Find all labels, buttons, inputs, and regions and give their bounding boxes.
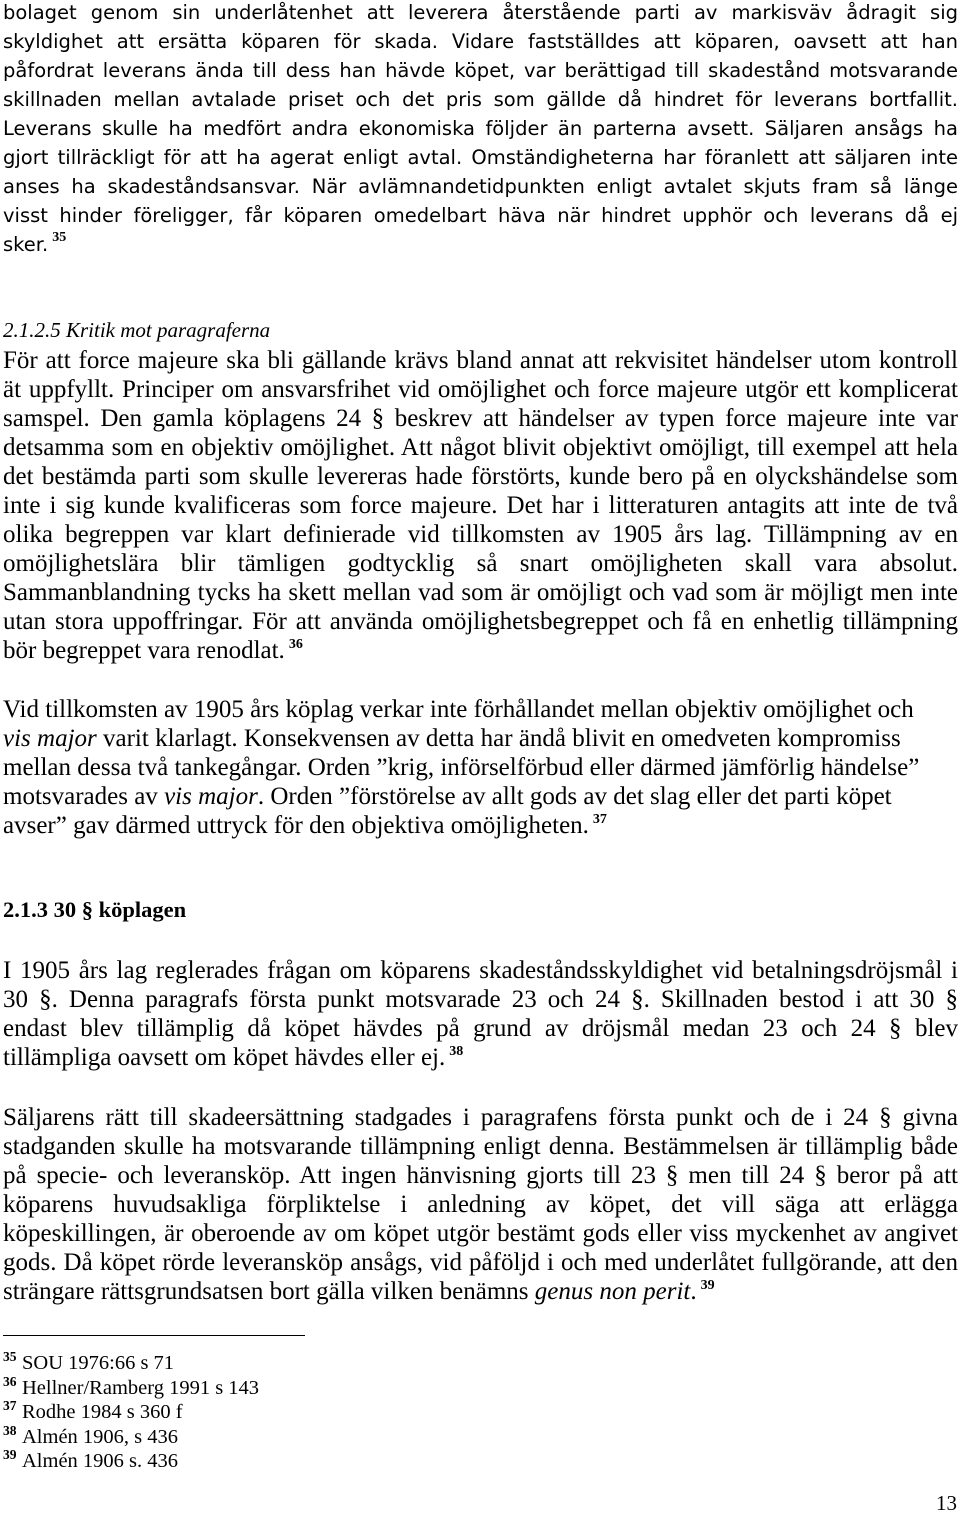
text-line: påfordrat leverans ända till dess han hävde köpet, var berättigad till skadestånd motsvarande <box>3 59 958 82</box>
text-line: Leverans skulle ha medfört andra ekonomiska följder än parterna avsett. Säljaren ansågs ha <box>3 117 958 140</box>
text-line: på specie- och leveransköp. Att ingen hänvisning gjorts till 23 § men till 24 § beror på att <box>3 1161 958 1189</box>
line-text: varit klarlagt. Konsekvensen av detta har ändå blivit en omedveten kompromiss <box>96 724 901 752</box>
footnote: 38 Almén 1906, s 436 <box>3 1422 179 1448</box>
text-line: detsamma som en objektiv omöjlighet. Att något blivit objektivt omöjligt, till exempel att hela <box>3 433 958 461</box>
text-line: köpeskillingen, är oberoende av om köpet utgör bestämt gods eller viss myckenhet av angivet <box>3 1219 958 1247</box>
text-line: skyldighet att ersätta köparen för skada. Vidare fastställdes att köparen, oavsett att han <box>3 30 958 53</box>
text-line <box>3 782 958 811</box>
text-line: samspel. Den gamla köplagens 24 § beskrev att händelser av typen force majeure inte var <box>3 404 958 432</box>
text-line: omöjlighetslära blir tämligen godtycklig så snart omöjligheten skall vara absolut. <box>3 549 958 577</box>
body-paragraph <box>3 346 958 665</box>
intro-paragraph <box>3 0 958 259</box>
text-line: ät uppfyllt. Principer om ansvarsfrihet vid omöjlighet och force majeure utgör ett komplicerat <box>3 375 958 403</box>
footnote-text: Almén 1906, s 436 <box>22 1425 179 1448</box>
text-line: mellan dessa två tankegångar. Orden ”krig, införselförbud eller därmed jämförlig händelse” <box>3 753 920 781</box>
text-line: stadganden skulle ha motsvarande tillämpning enligt denna. Bestämmelsen är tillämplig både <box>3 1132 958 1160</box>
italic-term: vis major <box>3 724 97 752</box>
footnote-ref: 38 <box>449 1043 464 1059</box>
text-line: bolaget genom sin underlåtenhet att leverera återstående parti av markisväv ådragit sig <box>3 1 958 24</box>
text-line: I 1905 års lag reglerades frågan om köparens skadeståndsskyldighet vid betalningsdröjsmål i <box>3 956 958 984</box>
footnote-ref: 35 <box>52 230 67 245</box>
footnote-separator <box>3 1335 305 1336</box>
line-text: tillämpliga oavsett om köpet hävdes eller ej. <box>3 1043 446 1071</box>
body-paragraph <box>3 956 958 1072</box>
text-line: köparens huvudsakliga förpliktelse i anledning av köpet, det vill säga att erlägga <box>3 1190 958 1218</box>
line-text: avser” gav därmed uttryck för den objektiva omöjligheten. <box>3 811 589 839</box>
italic-term: vis major <box>164 782 258 810</box>
text-line <box>3 724 958 753</box>
footnote-ref: 36 <box>288 636 303 652</box>
line-text: sker. <box>3 233 49 256</box>
section-heading: 2.1.3 30 § köplagen <box>3 896 187 922</box>
footnote: 35 SOU 1976:66 s 71 <box>3 1349 175 1374</box>
text-line: 30 §. Denna paragrafs första punkt motsvarade 23 och 24 §. Skillnaden bestod i att 30 § <box>3 985 958 1013</box>
text-line <box>3 1043 958 1072</box>
footnote-text: Rodhe 1984 s 360 f <box>22 1401 183 1423</box>
text-line <box>3 636 958 665</box>
footnote-ref: 39 <box>700 1277 715 1293</box>
footnote-text: Almén 1906 s. 436 <box>22 1450 179 1472</box>
line-text: bör begreppet vara renodlat. <box>3 636 285 664</box>
text-line: Sammanblandning tycks ha skett mellan vad som är omöjligt och vad som är möjligt men inte <box>3 578 958 606</box>
section-heading: 2.1.2.5 Kritik mot paragraferna <box>3 317 271 342</box>
text-line: anses ha skadeståndsansvar. När avlämnandetidpunkten enligt avtalet skjuts fram så länge <box>3 175 958 198</box>
text-line: Vid tillkomsten av 1905 års köplag verkar inte förhållandet mellan objektiv omöjlighet och <box>3 695 914 723</box>
text-line: gods. Då köpet rörde leveransköp ansågs, vid påföljd i och med underlåtet fullgörande, att den <box>3 1248 958 1276</box>
text-line: skillnaden mellan avtalade priset och det pris som gällde då hindret för leverans bortfallit. <box>3 88 958 111</box>
text-line: För att force majeure ska bli gällande krävs bland annat att rekvisitet händelser utom kontroll <box>3 346 958 374</box>
footnote: 37 Rodhe 1984 s 360 f <box>3 1398 183 1423</box>
text-line: det bestämda parti som skulle levereras hade förstörts, kunde bero på en olyckshändelse som <box>3 462 958 490</box>
text-line: olika begreppen var klart definierade vid tillkomsten av 1905 års lag. Tillämpning av en <box>3 520 958 548</box>
line-text: . Orden ”förstörelse av allt gods av det slag eller det parti köpet <box>257 782 892 810</box>
text-line: endast blev tillämplig då köpet hävdes på grund av dröjsmål medan 23 och 24 § blev <box>3 1014 958 1042</box>
footnote-ref: 37 <box>592 811 607 827</box>
text-line: gjort tillräckligt för att ha agerat enligt avtal. Omständigheterna har föranlett att säljaren inte <box>3 146 958 169</box>
text-line: visst hinder föreligger, får köparen omedelbart häva när hindret upphör och leverans då ej <box>3 204 958 227</box>
footnote-text: Hellner/Ramberg 1991 s 143 <box>22 1376 260 1399</box>
body-paragraph <box>3 1103 958 1306</box>
italic-term: genus non perit <box>534 1277 691 1305</box>
text-line <box>3 230 958 259</box>
page-number: 13 <box>936 1491 957 1515</box>
line-text: . <box>690 1277 697 1305</box>
footnote-text: SOU 1976:66 s 71 <box>22 1352 175 1374</box>
text-line <box>3 1277 958 1306</box>
text-line <box>3 811 958 840</box>
footnote: 36 Hellner/Ramberg 1991 s 143 <box>3 1373 260 1399</box>
footnotes <box>3 1351 603 1474</box>
body-paragraph <box>3 695 958 840</box>
line-text: motsvarades av <box>3 782 165 810</box>
line-text: strängare rättsgrundsatsen bort gälla vilken benämns <box>3 1277 535 1305</box>
text-line: utan stora uppoffringar. För att använda omöjlighetsbegreppet och få en enhetlig tillämpning <box>3 607 958 635</box>
text-line: Säljarens rätt till skadeersättning stadgades i paragrafens första punkt och de i 24 § givna <box>3 1103 958 1131</box>
footnote: 39 Almén 1906 s. 436 <box>3 1447 179 1472</box>
text-line: inte i sig kunde kvalificeras som force majeure. Det har i litteraturen antagits att inte de två <box>3 491 958 519</box>
